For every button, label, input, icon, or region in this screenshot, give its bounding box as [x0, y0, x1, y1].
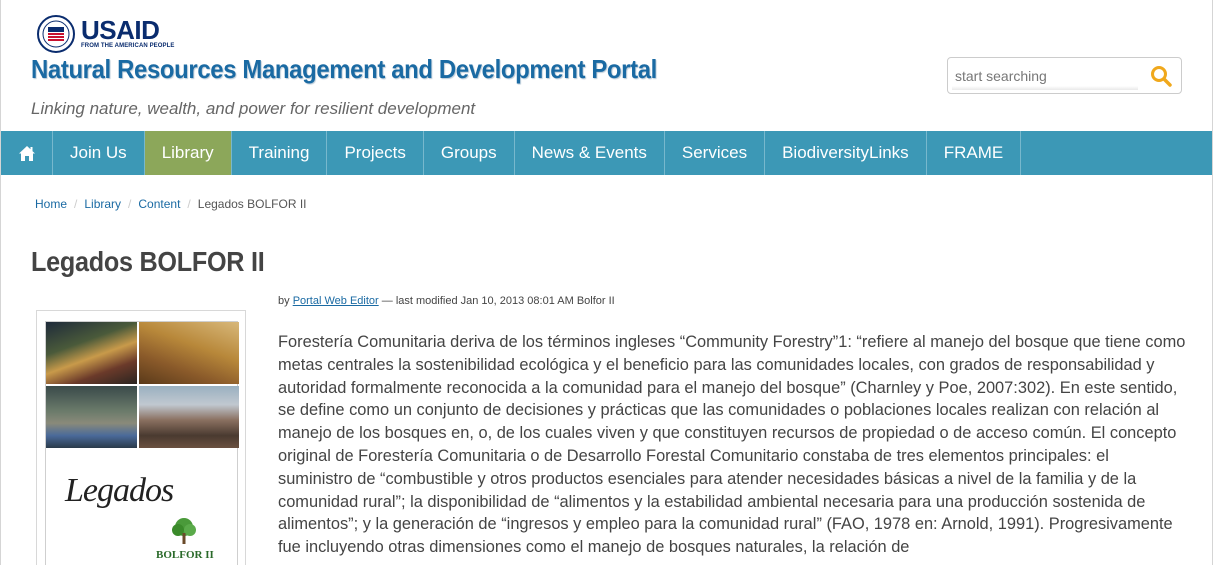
bolfor-logo	[156, 517, 214, 561]
cover-photo-3	[46, 386, 137, 448]
page-title: Legados BOLFOR II	[31, 246, 265, 277]
breadcrumb: Home / Library / Content / Legados BOLFOR II	[35, 197, 307, 211]
cover-image	[36, 310, 246, 565]
nav-item-groups[interactable]: Groups	[424, 131, 515, 175]
nav-item-news-events[interactable]: News & Events	[515, 131, 665, 175]
nav-item-training[interactable]: Training	[232, 131, 328, 175]
breadcrumb-library[interactable]: Library	[84, 197, 122, 211]
search-box	[947, 57, 1182, 94]
nav-item-library[interactable]: Library	[145, 131, 232, 175]
main-nav	[1, 131, 1212, 175]
nav-item-biodiversitylinks[interactable]: BiodiversityLinks	[765, 131, 927, 175]
nav-home[interactable]	[1, 131, 53, 175]
cover-photo-1	[46, 322, 137, 384]
nav-item-join-us[interactable]: Join Us	[53, 131, 145, 175]
usaid-seal-icon	[37, 15, 77, 53]
tree-icon	[156, 517, 212, 545]
site-slogan: Linking nature, wealth, and power for resilient development	[31, 99, 476, 118]
nav-item-frame[interactable]: FRAME	[927, 131, 1022, 175]
modified-date: — last modified Jan 10, 2013 08:01 AM Bolfor II	[381, 295, 615, 307]
search-icon[interactable]	[1149, 64, 1173, 88]
breadcrumb-current: Legados BOLFOR II	[197, 197, 307, 211]
logo-text: USAID	[81, 15, 160, 45]
bolfor-logo-text: BOLFOR II	[156, 549, 214, 561]
home-icon	[18, 145, 36, 162]
byline: by Portal Web Editor — last modified Jan 10, 2013 08:01 AM Bolfor II	[278, 295, 615, 307]
logo-tagline: FROM THE AMERICAN PEOPLE	[81, 43, 175, 49]
site-title[interactable]: Natural Resources Management and Development Portal	[31, 54, 657, 84]
article-body: Forestería Comunitaria deriva de los términos ingleses “Community Forestry”1: “refiere al manejo del bosque que tiene como metas centrales la sostenibilidad ecológica y el beneficio para las comunidades locales, con grados de responsabilidad y autoridad formalmente reconocida a la comunidad para el manejo del bosque” (Charnley y Poe, 2007:302). En este sentido, se define como un conjunto de decisiones y prácticas que las comunidades o poblaciones locales realizan con relación al manejo de los bosques en, o, de los cuales viven y que constituyen recursos de propiedad o de acceso común. El concepto original de Forestería Comunitaria o de Desarrollo Forestal Comunitario constaba de tres elementos principales: el suministro de “combustible y otros productos esenciales para atender necesidades básicas a nivel de la familia y de la comunidad rural”; la disponibilidad de “alimentos y la estabilidad ambiental necesaria para una producción sostenida de alimentos”; y la generación de “ingresos y empleo para la comunidad rural” (FAO, 1978 en: Arnold, 1991). Progresivamente fue incluyendo otras dimensiones como el manejo de bosques naturales, la relación de	[278, 333, 1186, 557]
usaid-logo[interactable]	[37, 15, 175, 53]
cover-title: Legados	[65, 472, 174, 509]
nav-item-projects[interactable]: Projects	[327, 131, 423, 175]
breadcrumb-home[interactable]: Home	[35, 197, 68, 211]
author-link[interactable]: Portal Web Editor	[292, 295, 379, 307]
breadcrumb-content[interactable]: Content	[138, 197, 181, 211]
nav-item-services[interactable]: Services	[665, 131, 765, 175]
cover-photo-2	[139, 322, 239, 384]
cover-photo-4	[139, 386, 239, 448]
